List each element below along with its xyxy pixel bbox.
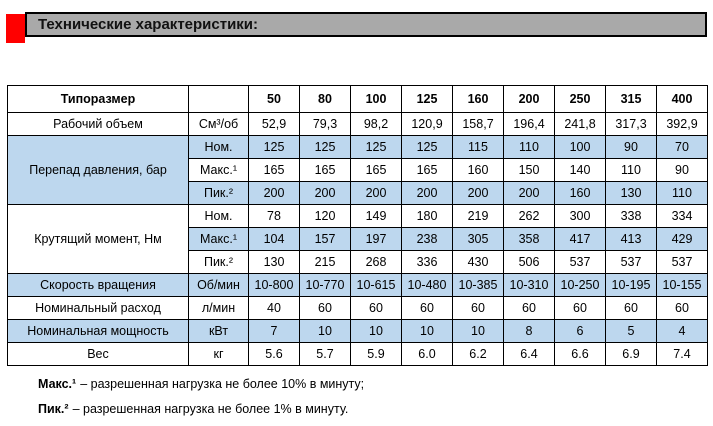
value-cell: 10-800 [249, 274, 300, 297]
value-cell: 115 [453, 136, 504, 159]
row-label: Скорость вращения [8, 274, 189, 297]
value-cell: 10-310 [504, 274, 555, 297]
value-cell: 10 [402, 320, 453, 343]
value-cell: 537 [657, 251, 708, 274]
value-cell: 10 [300, 320, 351, 343]
value-cell: 10-480 [402, 274, 453, 297]
row-label: Номинальный расход [8, 297, 189, 320]
value-cell: 196,4 [504, 113, 555, 136]
value-cell: 125 [300, 136, 351, 159]
value-cell: 149 [351, 205, 402, 228]
value-cell: 165 [402, 159, 453, 182]
value-cell: 120,9 [402, 113, 453, 136]
footnote-max-term: Макс.¹ [38, 377, 77, 391]
table-row-power [8, 320, 708, 343]
value-cell: 165 [249, 159, 300, 182]
value-cell: 317,3 [606, 113, 657, 136]
footnote-peak-text: – разрешенная нагрузка не более 1% в минуту. [72, 402, 349, 416]
value-cell: 90 [657, 159, 708, 182]
unit-cell: Макс.¹ [189, 228, 249, 251]
col-header-cell: 200 [504, 86, 555, 113]
section-title: Технические характеристики: [38, 16, 259, 33]
value-cell: 110 [504, 136, 555, 159]
unit-cell: Пик.² [189, 182, 249, 205]
value-cell: 130 [606, 182, 657, 205]
row-group-label: Перепад давления, бар [8, 136, 189, 205]
value-cell: 125 [402, 136, 453, 159]
value-cell: 413 [606, 228, 657, 251]
unit-cell [189, 86, 249, 113]
value-cell: 165 [351, 159, 402, 182]
unit-cell: Макс.¹ [189, 159, 249, 182]
value-cell: 4 [657, 320, 708, 343]
value-cell: 110 [657, 182, 708, 205]
value-cell: 160 [453, 159, 504, 182]
value-cell: 358 [504, 228, 555, 251]
value-cell: 197 [351, 228, 402, 251]
row-label: Рабочий объем [8, 113, 189, 136]
value-cell: 417 [555, 228, 606, 251]
value-cell: 200 [402, 182, 453, 205]
value-cell: 10-250 [555, 274, 606, 297]
col-header-cell: 50 [249, 86, 300, 113]
value-cell: 215 [300, 251, 351, 274]
footnote-peak [38, 402, 348, 416]
value-cell: 430 [453, 251, 504, 274]
unit-cell: Ном. [189, 205, 249, 228]
value-cell: 60 [402, 297, 453, 320]
value-cell: 125 [249, 136, 300, 159]
value-cell: 60 [300, 297, 351, 320]
value-cell: 334 [657, 205, 708, 228]
section-title-bar [25, 12, 707, 37]
value-cell: 238 [402, 228, 453, 251]
value-cell: 52,9 [249, 113, 300, 136]
value-cell: 5.7 [300, 343, 351, 366]
value-cell: 10 [351, 320, 402, 343]
value-cell: 200 [351, 182, 402, 205]
value-cell: 110 [606, 159, 657, 182]
value-cell: 6 [555, 320, 606, 343]
value-cell: 200 [453, 182, 504, 205]
unit-cell: кг [189, 343, 249, 366]
value-cell: 180 [402, 205, 453, 228]
value-cell: 140 [555, 159, 606, 182]
footnote-max-text: – разрешенная нагрузка не более 10% в минуту; [80, 377, 365, 391]
value-cell: 537 [606, 251, 657, 274]
value-cell: 5 [606, 320, 657, 343]
row-label: Типоразмер [8, 86, 189, 113]
value-cell: 79,3 [300, 113, 351, 136]
value-cell: 100 [555, 136, 606, 159]
value-cell: 125 [351, 136, 402, 159]
unit-cell: л/мин [189, 297, 249, 320]
value-cell: 6.4 [504, 343, 555, 366]
value-cell: 158,7 [453, 113, 504, 136]
specs-table [7, 85, 708, 366]
row-label: Номинальная мощность [8, 320, 189, 343]
value-cell: 5.9 [351, 343, 402, 366]
value-cell: 150 [504, 159, 555, 182]
value-cell: 60 [555, 297, 606, 320]
value-cell: 262 [504, 205, 555, 228]
value-cell: 70 [657, 136, 708, 159]
table-row-pressure-nom [8, 136, 708, 159]
table-row-size-header [8, 86, 708, 113]
value-cell: 6.6 [555, 343, 606, 366]
value-cell: 7 [249, 320, 300, 343]
value-cell: 10-195 [606, 274, 657, 297]
section-marker-red-square [6, 14, 25, 43]
value-cell: 241,8 [555, 113, 606, 136]
value-cell: 60 [453, 297, 504, 320]
col-header-cell: 80 [300, 86, 351, 113]
value-cell: 104 [249, 228, 300, 251]
value-cell: 5.6 [249, 343, 300, 366]
value-cell: 10-155 [657, 274, 708, 297]
row-label: Вес [8, 343, 189, 366]
value-cell: 338 [606, 205, 657, 228]
value-cell: 8 [504, 320, 555, 343]
value-cell: 6.0 [402, 343, 453, 366]
footnote-max [38, 377, 364, 391]
value-cell: 60 [606, 297, 657, 320]
table-row-speed [8, 274, 708, 297]
value-cell: 268 [351, 251, 402, 274]
value-cell: 130 [249, 251, 300, 274]
value-cell: 98,2 [351, 113, 402, 136]
value-cell: 60 [504, 297, 555, 320]
value-cell: 40 [249, 297, 300, 320]
value-cell: 157 [300, 228, 351, 251]
value-cell: 10-770 [300, 274, 351, 297]
table-row-displacement [8, 113, 708, 136]
value-cell: 7.4 [657, 343, 708, 366]
value-cell: 6.2 [453, 343, 504, 366]
footnote-peak-term: Пик.² [38, 402, 69, 416]
value-cell: 10-615 [351, 274, 402, 297]
value-cell: 160 [555, 182, 606, 205]
value-cell: 305 [453, 228, 504, 251]
value-cell: 90 [606, 136, 657, 159]
value-cell: 60 [657, 297, 708, 320]
col-header-cell: 250 [555, 86, 606, 113]
unit-cell: Пик.² [189, 251, 249, 274]
unit-cell: Об/мин [189, 274, 249, 297]
unit-cell: Ном. [189, 136, 249, 159]
table-row-flow [8, 297, 708, 320]
value-cell: 120 [300, 205, 351, 228]
table-row-weight [8, 343, 708, 366]
value-cell: 200 [504, 182, 555, 205]
value-cell: 10-385 [453, 274, 504, 297]
value-cell: 10 [453, 320, 504, 343]
value-cell: 537 [555, 251, 606, 274]
value-cell: 200 [249, 182, 300, 205]
col-header-cell: 160 [453, 86, 504, 113]
col-header-cell: 315 [606, 86, 657, 113]
value-cell: 392,9 [657, 113, 708, 136]
value-cell: 6.9 [606, 343, 657, 366]
table-row-torque-nom [8, 205, 708, 228]
col-header-cell: 100 [351, 86, 402, 113]
value-cell: 165 [300, 159, 351, 182]
value-cell: 219 [453, 205, 504, 228]
value-cell: 200 [300, 182, 351, 205]
unit-cell: кВт [189, 320, 249, 343]
col-header-cell: 125 [402, 86, 453, 113]
value-cell: 336 [402, 251, 453, 274]
value-cell: 300 [555, 205, 606, 228]
value-cell: 506 [504, 251, 555, 274]
value-cell: 78 [249, 205, 300, 228]
value-cell: 60 [351, 297, 402, 320]
value-cell: 429 [657, 228, 708, 251]
row-group-label: Крутящий момент, Нм [8, 205, 189, 274]
unit-cell: См³/об [189, 113, 249, 136]
col-header-cell: 400 [657, 86, 708, 113]
